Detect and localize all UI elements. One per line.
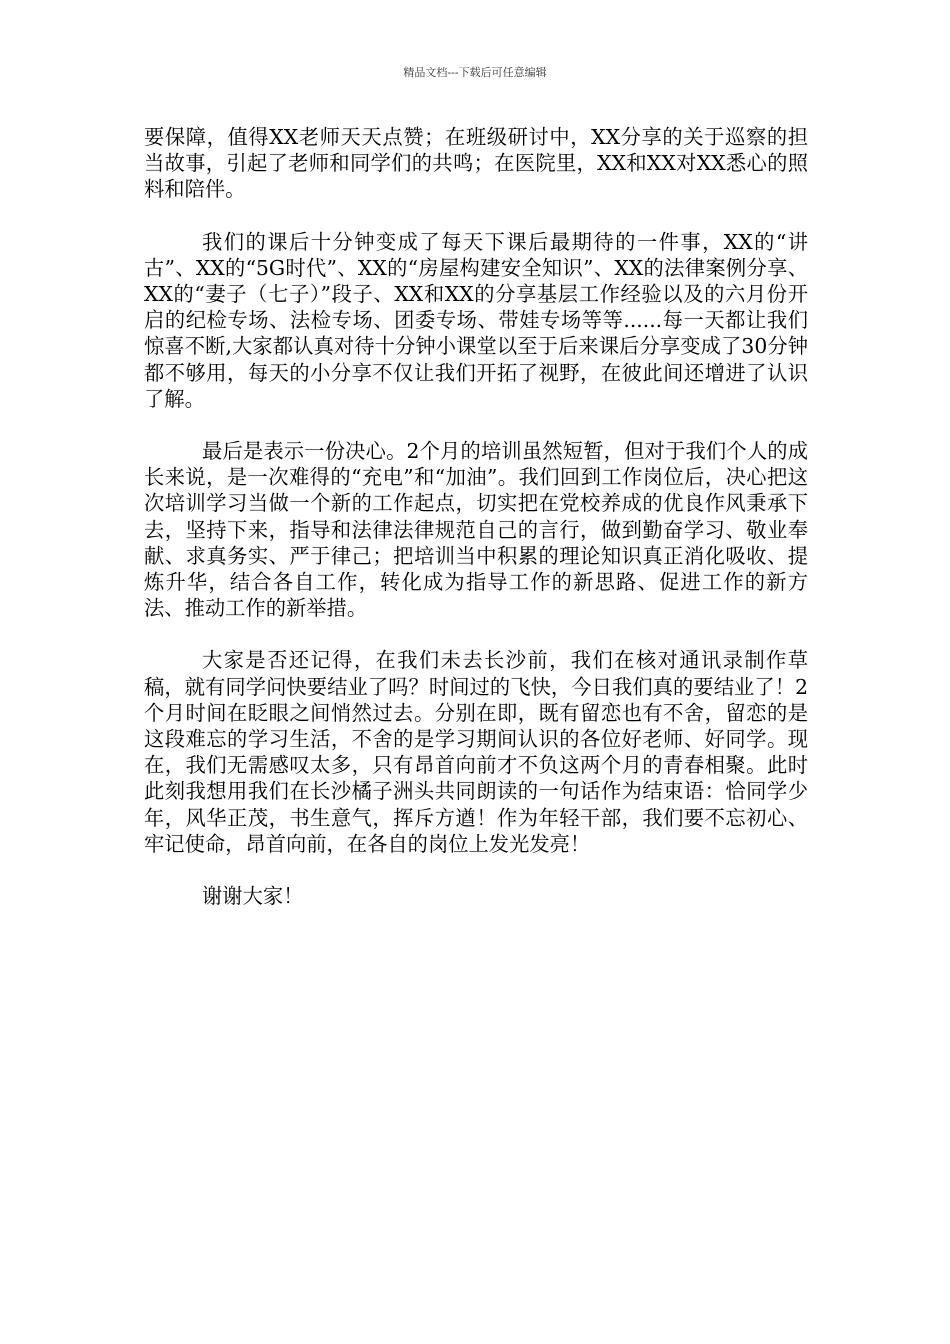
paragraph-3: 最后是表示一份决心。2个月的培训虽然短暂，但对于我们个人的成长来说，是一次难得的“充电”和“加油”。我们回到工作岗位后，决心把这次培训学习当做一个新的工作起点，切实把在党校养成的优良作风秉承下去，坚持下来，指导和法律法律规范自己的言行，做到勤奋学习、敬业奉献、求真务实、严于律己；把培训当中积累的理论知识真正消化吸收、提炼升华，结合各自工作，转化成为指导工作的新思路、促进工作的新方法、推动工作的新举措。 (144, 439, 808, 621)
paragraph-closing: 谢谢大家！ (202, 884, 304, 909)
paragraph-1: 要保障，值得XX老师天天点赞；在班级研讨中，XX分享的关于巡察的担当故事，引起了老师和同学们的共鸣；在医院里，XX和XX对XX悉心的照料和陪伴。 (144, 125, 808, 202)
paragraph-2: 我们的课后十分钟变成了每天下课后最期待的一件事，XX的“讲古”、XX的“5G时代”、XX的“房屋构建安全知识”、XX的法律案例分享、XX的“妻子（七子）”段子、XX和XX的分享基层工作经验以及的六月份开启的纪检专场、法检专场、团委专场、带娃专场等等......每一天都让我们惊喜不断,大家都认真对待十分钟小课堂以至于后来课后分享变成了30分钟都不够用，每天的小分享不仅让我们开拓了视野，在彼此间还增进了认识了解。 (144, 229, 808, 411)
paragraph-4: 大家是否还记得，在我们未去长沙前，我们在核对通讯录制作草稿，就有同学问快要结业了吗？时间过的飞快，今日我们真的要结业了！2个月时间在眨眼之间悄然过去。分别在即，既有留恋也有不舍，留恋的是这段难忘的学习生活，不舍的是学习期间认识的各位好老师、好同学。现在，我们无需感叹太多，只有昂首向前才不负这两个月的青春相聚。此时此刻我想用我们在长沙橘子洲头共同朗读的一句话作为结束语：恰同学少年，风华正茂，书生意气，挥斥方遒！作为年轻干部，我们要不忘初心、牢记使命，昂首向前，在各自的岗位上发光发亮！ (144, 648, 808, 856)
document-body (144, 124, 808, 909)
page-header: 精品文档---下载后可任意编辑 (403, 66, 547, 79)
